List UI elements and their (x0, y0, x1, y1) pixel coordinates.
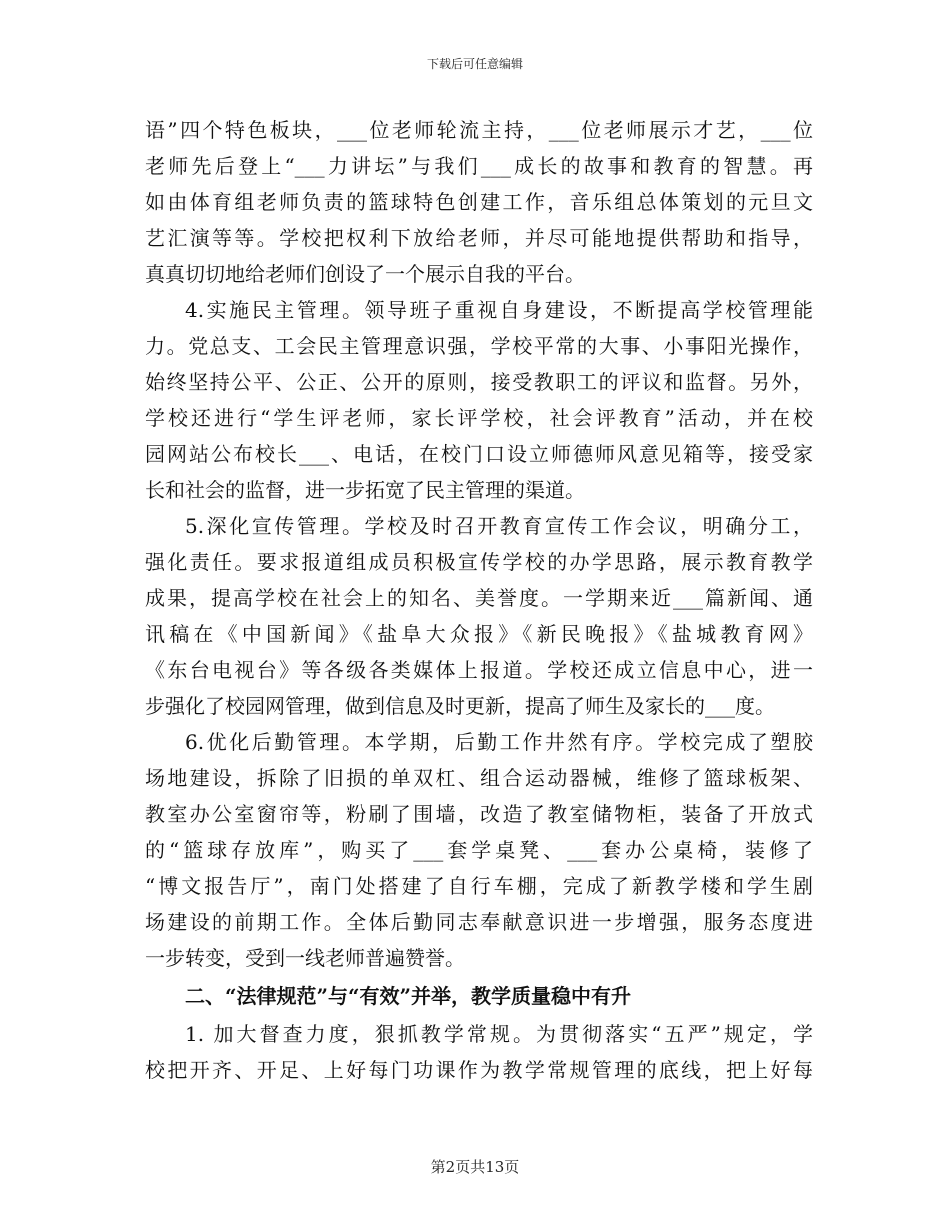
text-line: 场地建设，拆除了旧损的单双杠、组合运动器械，维修了篮球板架、 (145, 766, 813, 790)
text-line: 5.深化宣传管理。学校及时召开教育宣传工作会议，明确分工， (185, 514, 813, 538)
text-line: 如由体育组老师负责的篮球特色创建工作，音乐组总体策划的元旦文 (145, 190, 813, 214)
text-line: 1. 加大督查力度，狠抓教学常规。为贯彻落实“五严”规定，学 (185, 1022, 813, 1046)
text-line: 步强化了校园网管理，做到信息及时更新，提高了师生及家长的___度。 (145, 694, 775, 718)
document-body (145, 112, 813, 1088)
text-line: 场建设的前期工作。全体后勤同志奉献意识进一步增强，服务态度进 (145, 910, 813, 934)
text-line: 长和社会的监督，进一步拓宽了民主管理的渠道。 (145, 478, 585, 502)
text-line: 《东台电视台》等各级各类媒体上报道。学校还成立信息中心，进一 (145, 658, 813, 682)
page-header: 下载后可任意编辑 (426, 57, 523, 71)
text-line: 一步转变，受到一线老师普遍赞誉。 (145, 946, 465, 970)
text-line: 强化责任。要求报道组成员积极宣传学校的办学思路，展示教育教学 (145, 550, 813, 574)
text-line: 艺汇演等等。学校把权利下放给老师，并尽可能地提供帮助和指导， (145, 226, 813, 250)
text-line: 6.优化后勤管理。本学期，后勤工作井然有序。学校完成了塑胶 (185, 730, 813, 754)
page-footer: 第2页共13页 (430, 1158, 520, 1176)
text-line: 校把开齐、开足、上好每门功课作为教学常规管理的底线，把上好每 (145, 1058, 813, 1082)
text-line: 讯稿在《中国新闻》《盐阜大众报》《新民晚报》《盐城教育网》 (145, 622, 813, 646)
section-heading: 二、“法律规范”与“有效”并举，教学质量稳中有升 (185, 984, 632, 1008)
text-line: 的“篮球存放库”，购买了___套学桌凳、___套办公桌椅，装修了 (145, 838, 813, 862)
text-line: “博文报告厅”，南门处搭建了自行车棚，完成了新教学楼和学生剧 (145, 874, 813, 898)
text-line: 老师先后登上“___力讲坛”与我们___成长的故事和教育的智慧。再 (145, 154, 813, 178)
text-line: 始终坚持公平、公正、公开的原则，接受教职工的评议和监督。另外， (145, 370, 813, 394)
text-line: 真真切切地给老师们创设了一个展示自我的平台。 (145, 262, 585, 286)
text-line: 力。党总支、工会民主管理意识强，学校平常的大事、小事阳光操作， (145, 334, 813, 358)
text-line: 4.实施民主管理。领导班子重视自身建设，不断提高学校管理能 (185, 298, 813, 322)
text-line: 学校还进行“学生评老师，家长评学校，社会评教育”活动，并在校 (145, 406, 813, 430)
text-line: 语”四个特色板块，___位老师轮流主持，___位老师展示才艺，___位 (145, 118, 813, 142)
text-line: 教室办公室窗帘等，粉刷了围墙，改造了教室储物柜，装备了开放式 (145, 802, 813, 826)
text-line: 成果，提高学校在社会上的知名、美誉度。一学期来近___篇新闻、通 (145, 586, 813, 610)
text-line: 园网站公布校长___、电话，在校门口设立师德师风意见箱等，接受家 (145, 442, 813, 466)
